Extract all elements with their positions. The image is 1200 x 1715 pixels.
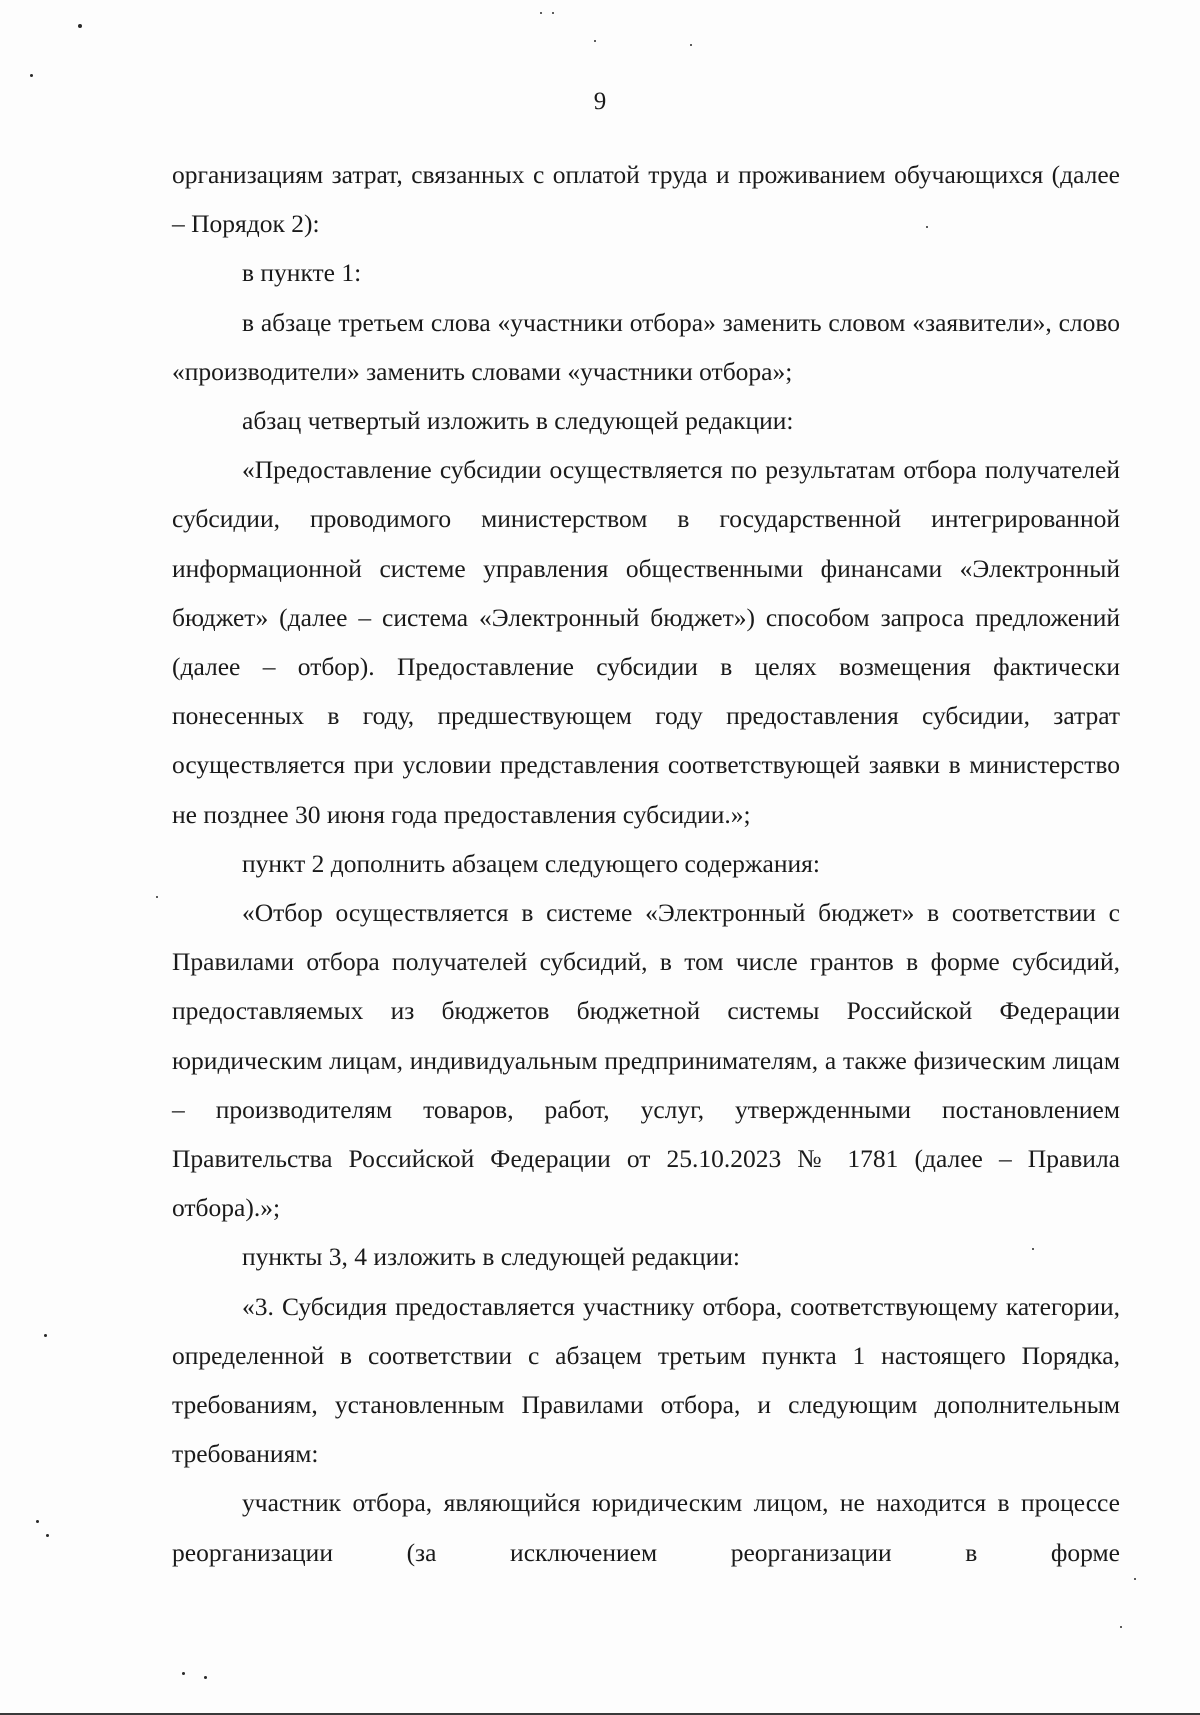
- scan-speck: [156, 896, 158, 898]
- document-body: [172, 150, 1120, 1577]
- scan-speck: [78, 24, 82, 28]
- scan-speck: [540, 12, 542, 14]
- paragraph-1: организациям затрат, связанных с оплатой труда и проживанием обучающихся (далее – Порядок 2):: [172, 160, 1120, 239]
- scan-speck: [1134, 1578, 1136, 1580]
- scan-speck: [552, 12, 554, 14]
- scan-speck: [690, 44, 692, 46]
- scan-speck: [36, 1520, 39, 1523]
- scan-speck: [204, 1676, 207, 1679]
- scan-speck: [182, 1672, 185, 1675]
- paragraph-3: в абзаце третьем слова «участники отбора» заменить словом «заявители», слово «производители» заменить словами «участники отбора»;: [172, 307, 1120, 386]
- scan-speck: [926, 226, 928, 228]
- paragraph-7: «Отбор осуществляется в системе «Электронный бюджет» в соответствии с Правилами отбора получателей субсидий, в том числе грантов в форме субсидий, предоставляемых из бюджетов бюджетной системы Российской Федерации юридическим лицам, индивидуальным предпринимателям, а также физическим лицам – производителям товаров, работ, услуг, утвержденными постановлением Правительства Российской Федерации от 25.10.2023 № 1781 (далее – Правила отбора).»;: [172, 898, 1120, 1223]
- paragraph-2: в пункте 1:: [242, 258, 362, 288]
- paragraph-8: пункты 3, 4 изложить в следующей редакции:: [242, 1242, 740, 1272]
- scan-speck: [1032, 1248, 1034, 1250]
- paragraph-4: абзац четвертый изложить в следующей редакции:: [242, 406, 794, 436]
- scan-speck: [30, 74, 33, 77]
- page-number: 9: [593, 88, 607, 115]
- scan-speck: [1120, 1626, 1122, 1628]
- paragraph-5: «Предоставление субсидии осуществляется по результатам отбора получателей субсидии, проводимого министерством в государственной интегрированной информационной системе управления общественными финансами «Электронный бюджет» (далее – система «Электронный бюджет») способом запроса предложений (далее – отбор). Предоставление субсидии в целях возмещения фактически понесенных в году, предшествующем году предоставления субсидии, затрат осуществляется при условии представления соответствующей заявки в министерство не позднее 30 июня года предоставления субсидии.»;: [172, 455, 1120, 829]
- scan-speck: [594, 40, 596, 42]
- scan-speck: [46, 1534, 49, 1537]
- paragraph-10: участник отбора, являющийся юридическим лицом, не находится в процессе реорганизации (за исключением реорганизации в форме: [172, 1488, 1120, 1567]
- paragraph-6: пункт 2 дополнить абзацем следующего содержания:: [242, 848, 820, 878]
- paragraph-9: «3. Субсидия предоставляется участнику отбора, соответствующему категории, определенной в соответствии с абзацем третьим пункта 1 настоящего Порядка, требованиям, установленным Правилами отбора, и следующим дополнительным требованиям:: [172, 1291, 1120, 1469]
- scan-speck: [44, 1334, 47, 1337]
